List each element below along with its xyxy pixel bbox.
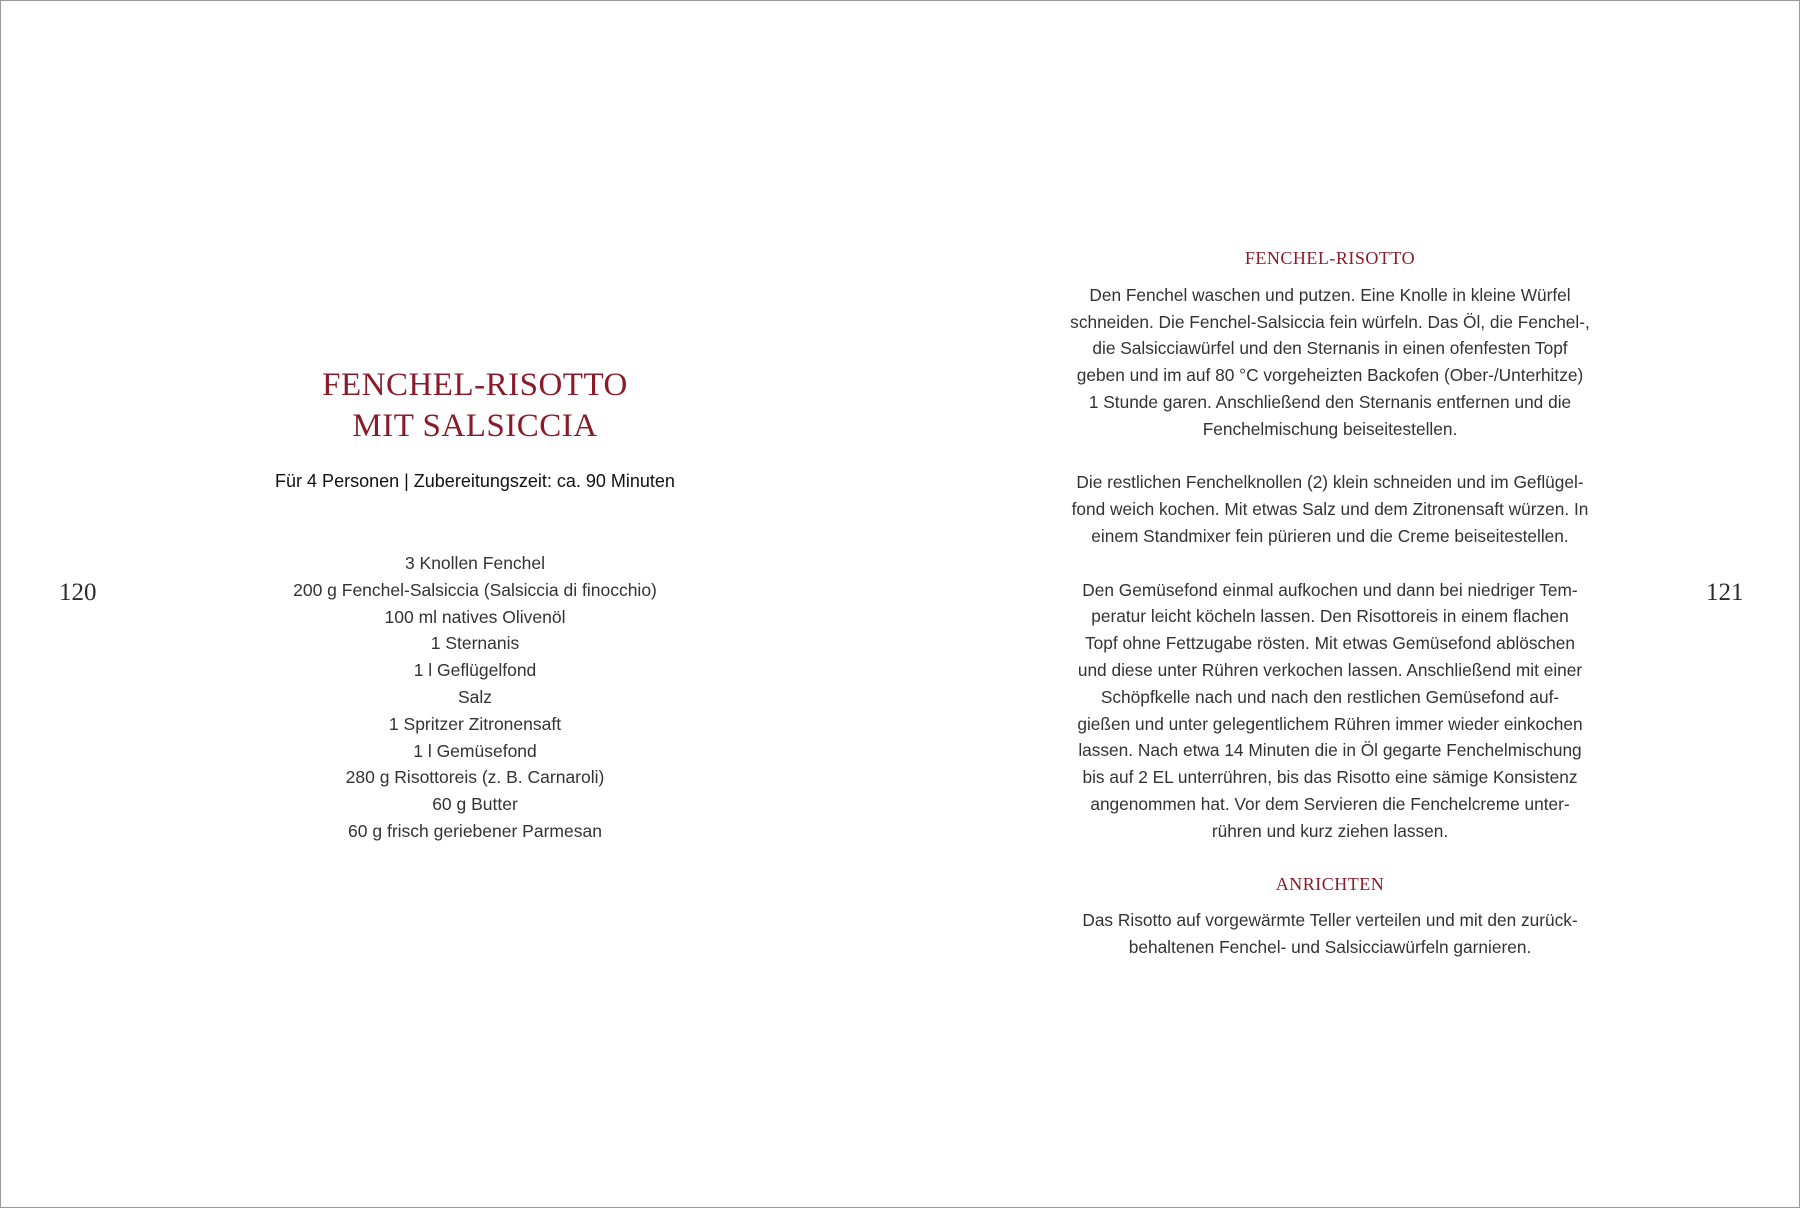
text-line: gießen und unter gelegentlichem Rühren immer wieder einkochen	[1077, 713, 1583, 734]
text-line: Fenchelmischung beiseitestellen.	[1202, 418, 1458, 439]
text-line: Topf ohne Fettzugabe rösten. Mit etwas Gemüsefond ablöschen	[1085, 633, 1575, 654]
ingredient-item: 200 g Fenchel-Salsiccia (Salsiccia di finocchio)	[293, 579, 657, 600]
text-line: schneiden. Die Fenchel-Salsiccia fein würfeln. Das Öl, die Fenchel-,	[1070, 311, 1590, 332]
left-page	[1, 1, 900, 1207]
ingredient-item: 60 g Butter	[432, 794, 518, 815]
ingredient-list	[175, 550, 775, 845]
ingredient-item: 60 g frisch geriebener Parmesan	[348, 820, 602, 841]
servings-info: Für 4 Personen | Zubereitungszeit: ca. 90 Minuten	[275, 471, 675, 491]
ingredient-item: 100 ml natives Olivenöl	[384, 606, 566, 627]
ingredient-item: 1 l Gemüsefond	[413, 740, 537, 761]
text-line: Den Gemüsefond einmal aufkochen und dann bei niedriger Tem-	[1082, 579, 1578, 600]
text-line: 1 Stunde garen. Anschließend den Sternanis entfernen und die	[1088, 391, 1572, 412]
text-line: einem Standmixer fein pürieren und die Creme beiseitestellen.	[1091, 525, 1569, 546]
text-line: Schöpfkelle nach und nach den restlichen Gemüsefond auf-	[1100, 686, 1560, 707]
text-line: und diese unter Rühren verkochen lassen. Anschließend mit einer	[1077, 659, 1583, 680]
ingredient-item: 280 g Risottoreis (z. B. Carnaroli)	[345, 767, 605, 788]
method-paragraph	[1040, 577, 1620, 845]
text-line: Die restlichen Fenchelknollen (2) klein schneiden und im Geflügel-	[1076, 472, 1584, 493]
section-heading-risotto: FENCHEL-RISOTTO	[1244, 248, 1416, 268]
text-line: Das Risotto auf vorgewärmte Teller verteilen und mit den zurück-	[1082, 910, 1578, 931]
recipe-title	[175, 365, 775, 447]
method-paragraph	[1040, 469, 1620, 549]
text-line: peratur leicht köcheln lassen. Den Risottoreis in einem flachen	[1091, 606, 1569, 627]
section-heading-anrichten: ANRICHTEN	[1275, 873, 1385, 894]
text-line: angenommen hat. Vor dem Servieren die Fenchelcreme unter-	[1090, 793, 1570, 814]
text-line: Den Fenchel waschen und putzen. Eine Knolle in kleine Würfel	[1089, 284, 1571, 305]
method-paragraph	[1040, 907, 1620, 961]
text-line: fond weich kochen. Mit etwas Salz und dem Zitronensaft würzen. In	[1071, 499, 1589, 520]
method-paragraph	[1040, 282, 1620, 443]
ingredient-item: 1 Spritzer Zitronensaft	[388, 713, 562, 734]
text-line: lassen. Nach etwa 14 Minuten die in Öl gegarte Fenchelmischung	[1078, 740, 1582, 761]
ingredient-item: Salz	[457, 686, 493, 707]
ingredient-item: 1 l Geflügelfond	[413, 660, 537, 681]
page-number-left: 120	[59, 579, 97, 606]
recipe-title-line-1: FENCHEL-RISOTTO	[322, 367, 628, 403]
text-line: geben und im auf 80 °C vorgeheizten Backofen (Ober-/Unterhitze)	[1076, 365, 1584, 386]
ingredient-item: 3 Knollen Fenchel	[404, 553, 546, 573]
recipe-title-line-2: MIT SALSICCIA	[352, 408, 598, 444]
right-page	[900, 1, 1799, 1207]
method-text	[1040, 245, 1620, 988]
text-line: rühren und kurz ziehen lassen.	[1211, 820, 1449, 841]
ingredient-item: 1 Sternanis	[430, 633, 520, 654]
text-line: bis auf 2 EL unterrühren, bis das Risotto eine sämige Konsistenz	[1082, 767, 1578, 788]
text-line: die Salsicciawürfel und den Sternanis in einen ofenfesten Topf	[1092, 338, 1568, 359]
text-line: behaltenen Fenchel- und Salsicciawürfeln garnieren.	[1128, 937, 1532, 958]
page-number-right: 121	[1706, 579, 1744, 606]
